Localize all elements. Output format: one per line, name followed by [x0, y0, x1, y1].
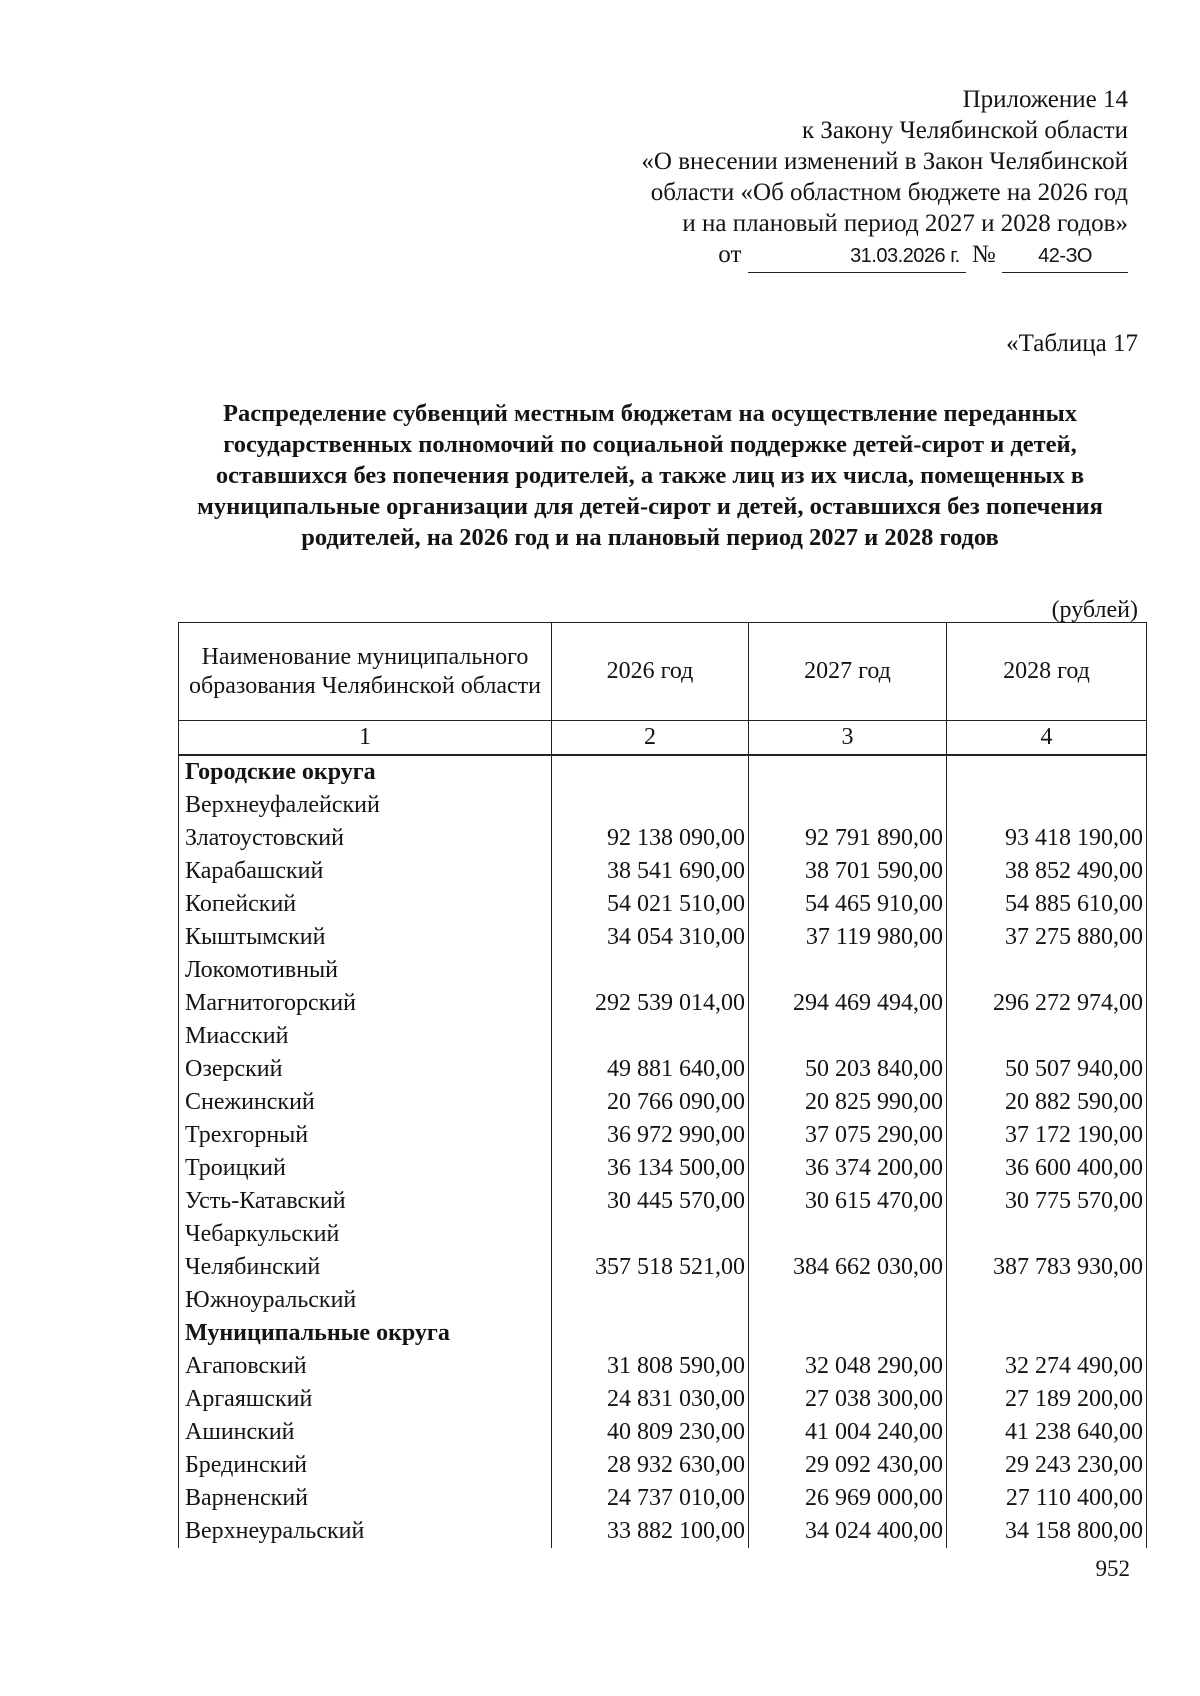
municipality-name: Озерский: [179, 1053, 552, 1086]
municipality-name: Копейский: [179, 888, 552, 921]
annex-line-4: области «Об областном бюджете на 2026 год: [650, 179, 1128, 206]
table-row: [179, 789, 1147, 822]
value-2026: 33 882 100,00: [552, 1515, 749, 1548]
value-2026: 54 021 510,00: [552, 888, 749, 921]
value-2027: [749, 789, 947, 822]
value-2028: 38 852 490,00: [947, 855, 1147, 888]
value-2028: [947, 755, 1147, 789]
value-2026: [552, 1284, 749, 1317]
value-2027: [749, 755, 947, 789]
value-2028: 34 158 800,00: [947, 1515, 1147, 1548]
annex-from-label: от: [718, 241, 742, 268]
units-label: (рублей): [1051, 597, 1138, 623]
value-2028: 50 507 940,00: [947, 1053, 1147, 1086]
subventions-table: [178, 622, 1147, 1548]
value-2028: 296 272 974,00: [947, 987, 1147, 1020]
value-2027: [749, 1317, 947, 1350]
value-2027: 92 791 890,00: [749, 822, 947, 855]
section-header-row: [179, 755, 1147, 789]
value-2026: 292 539 014,00: [552, 987, 749, 1020]
municipality-name: Верхнеуральский: [179, 1515, 552, 1548]
value-2027: 37 119 980,00: [749, 921, 947, 954]
value-2027: [749, 1020, 947, 1053]
table-row: [179, 1482, 1147, 1515]
municipality-name: Ашинский: [179, 1416, 552, 1449]
value-2027: 294 469 494,00: [749, 987, 947, 1020]
table-body: [179, 755, 1147, 1548]
table-row: [179, 921, 1147, 954]
value-2027: 26 969 000,00: [749, 1482, 947, 1515]
municipality-name: Брединский: [179, 1449, 552, 1482]
header-2028: 2028 год: [947, 623, 1147, 721]
value-2028: 30 775 570,00: [947, 1185, 1147, 1218]
table-row: [179, 1020, 1147, 1053]
value-2027: 29 092 430,00: [749, 1449, 947, 1482]
value-2027: 30 615 470,00: [749, 1185, 947, 1218]
value-2028: 27 189 200,00: [947, 1383, 1147, 1416]
municipality-name: Усть-Катавский: [179, 1185, 552, 1218]
value-2026: 36 972 990,00: [552, 1119, 749, 1152]
municipality-name: Троицкий: [179, 1152, 552, 1185]
column-number: 4: [947, 721, 1147, 756]
table-row: [179, 1185, 1147, 1218]
title-line-4: муниципальные организации для детей-сирот и детей, оставшихся без попечения: [197, 493, 1103, 520]
municipality-name: Кыштымский: [179, 921, 552, 954]
value-2028: 54 885 610,00: [947, 888, 1147, 921]
title-line-1: Распределение субвенций местным бюджетам на осуществление переданных: [223, 400, 1077, 427]
value-2026: 24 737 010,00: [552, 1482, 749, 1515]
column-number: 3: [749, 721, 947, 756]
municipality-name: Городские округа: [179, 755, 552, 789]
value-2027: 41 004 240,00: [749, 1416, 947, 1449]
municipality-name: Трехгорный: [179, 1119, 552, 1152]
table-row: [179, 1350, 1147, 1383]
table-row: [179, 1515, 1147, 1548]
table-row: [179, 1416, 1147, 1449]
value-2026: 40 809 230,00: [552, 1416, 749, 1449]
value-2028: 93 418 190,00: [947, 822, 1147, 855]
value-2028: 41 238 640,00: [947, 1416, 1147, 1449]
table-row: [179, 1152, 1147, 1185]
value-2027: 37 075 290,00: [749, 1119, 947, 1152]
municipality-name: Аргаяшский: [179, 1383, 552, 1416]
document-title: [150, 398, 1150, 553]
annex-header: [568, 84, 1128, 273]
value-2026: [552, 789, 749, 822]
table-header-row: [179, 623, 1147, 721]
title-line-2: государственных полномочий по социальной поддержке детей-сирот и детей,: [223, 431, 1077, 458]
value-2026: [552, 1020, 749, 1053]
annex-number-label: №: [971, 241, 996, 268]
value-2028: [947, 1218, 1147, 1251]
value-2026: [552, 954, 749, 987]
value-2027: 20 825 990,00: [749, 1086, 947, 1119]
header-municipality: Наименование муниципального образования Челябинской области: [179, 623, 552, 721]
annex-date: 31.03.2026 г.: [748, 241, 966, 273]
value-2028: [947, 789, 1147, 822]
value-2027: 54 465 910,00: [749, 888, 947, 921]
municipality-name: Карабашский: [179, 855, 552, 888]
municipality-name: Златоустовский: [179, 822, 552, 855]
municipality-name: Челябинский: [179, 1251, 552, 1284]
municipality-name: Снежинский: [179, 1086, 552, 1119]
value-2026: 38 541 690,00: [552, 855, 749, 888]
value-2027: 50 203 840,00: [749, 1053, 947, 1086]
annex-line-2: к Закону Челябинской области: [802, 117, 1128, 144]
value-2026: 30 445 570,00: [552, 1185, 749, 1218]
value-2026: [552, 1317, 749, 1350]
table-row: [179, 855, 1147, 888]
value-2026: 34 054 310,00: [552, 921, 749, 954]
column-number: 2: [552, 721, 749, 756]
table-label: «Таблица 17: [1006, 330, 1138, 357]
municipality-name: Муниципальные округа: [179, 1317, 552, 1350]
value-2027: 27 038 300,00: [749, 1383, 947, 1416]
value-2028: 32 274 490,00: [947, 1350, 1147, 1383]
column-number: 1: [179, 721, 552, 756]
table-row: [179, 954, 1147, 987]
value-2026: 92 138 090,00: [552, 822, 749, 855]
value-2026: 36 134 500,00: [552, 1152, 749, 1185]
municipality-name: Миасский: [179, 1020, 552, 1053]
value-2027: [749, 1284, 947, 1317]
municipality-name: Магнитогорский: [179, 987, 552, 1020]
value-2028: 20 882 590,00: [947, 1086, 1147, 1119]
table-row: [179, 1284, 1147, 1317]
value-2028: 37 172 190,00: [947, 1119, 1147, 1152]
table-row: [179, 1053, 1147, 1086]
annex-number: 42-ЗО: [1002, 241, 1128, 273]
header-2027: 2027 год: [749, 623, 947, 721]
table-row: [179, 1218, 1147, 1251]
annex-line-5: и на плановый период 2027 и 2028 годов»: [682, 210, 1128, 237]
municipality-name: Верхнеуфалейский: [179, 789, 552, 822]
value-2026: [552, 755, 749, 789]
value-2028: 27 110 400,00: [947, 1482, 1147, 1515]
value-2028: [947, 954, 1147, 987]
value-2026: 20 766 090,00: [552, 1086, 749, 1119]
value-2028: 387 783 930,00: [947, 1251, 1147, 1284]
column-number-row: [179, 721, 1147, 756]
value-2026: 28 932 630,00: [552, 1449, 749, 1482]
table-row: [179, 1119, 1147, 1152]
section-header-row: [179, 1317, 1147, 1350]
value-2027: 38 701 590,00: [749, 855, 947, 888]
value-2028: 29 243 230,00: [947, 1449, 1147, 1482]
value-2026: 31 808 590,00: [552, 1350, 749, 1383]
value-2028: [947, 1020, 1147, 1053]
table-row: [179, 1086, 1147, 1119]
title-line-5: родителей, на 2026 год и на плановый период 2027 и 2028 годов: [301, 524, 999, 551]
municipality-name: Агаповский: [179, 1350, 552, 1383]
value-2028: [947, 1317, 1147, 1350]
title-line-3: оставшихся без попечения родителей, а также лиц из их числа, помещенных в: [215, 462, 1085, 489]
municipality-name: Южноуральский: [179, 1284, 552, 1317]
value-2027: [749, 954, 947, 987]
table-row: [179, 1251, 1147, 1284]
value-2026: [552, 1218, 749, 1251]
value-2027: 384 662 030,00: [749, 1251, 947, 1284]
value-2026: 24 831 030,00: [552, 1383, 749, 1416]
value-2026: 49 881 640,00: [552, 1053, 749, 1086]
value-2027: [749, 1218, 947, 1251]
annex-line-3: «О внесении изменений в Закон Челябинской: [641, 148, 1128, 175]
table-row: [179, 1449, 1147, 1482]
value-2026: 357 518 521,00: [552, 1251, 749, 1284]
table-row: [179, 888, 1147, 921]
annex-date-line: [568, 239, 1128, 273]
value-2028: 36 600 400,00: [947, 1152, 1147, 1185]
table-row: [179, 822, 1147, 855]
municipality-name: Локомотивный: [179, 954, 552, 987]
table-row: [179, 1383, 1147, 1416]
municipality-name: Варненский: [179, 1482, 552, 1515]
value-2027: 34 024 400,00: [749, 1515, 947, 1548]
annex-line-1: Приложение 14: [962, 86, 1128, 113]
table-row: [179, 987, 1147, 1020]
value-2028: [947, 1284, 1147, 1317]
header-2026: 2026 год: [552, 623, 749, 721]
municipality-name: Чебаркульский: [179, 1218, 552, 1251]
page-number: 952: [1095, 1556, 1130, 1581]
value-2028: 37 275 880,00: [947, 921, 1147, 954]
value-2027: 36 374 200,00: [749, 1152, 947, 1185]
value-2027: 32 048 290,00: [749, 1350, 947, 1383]
